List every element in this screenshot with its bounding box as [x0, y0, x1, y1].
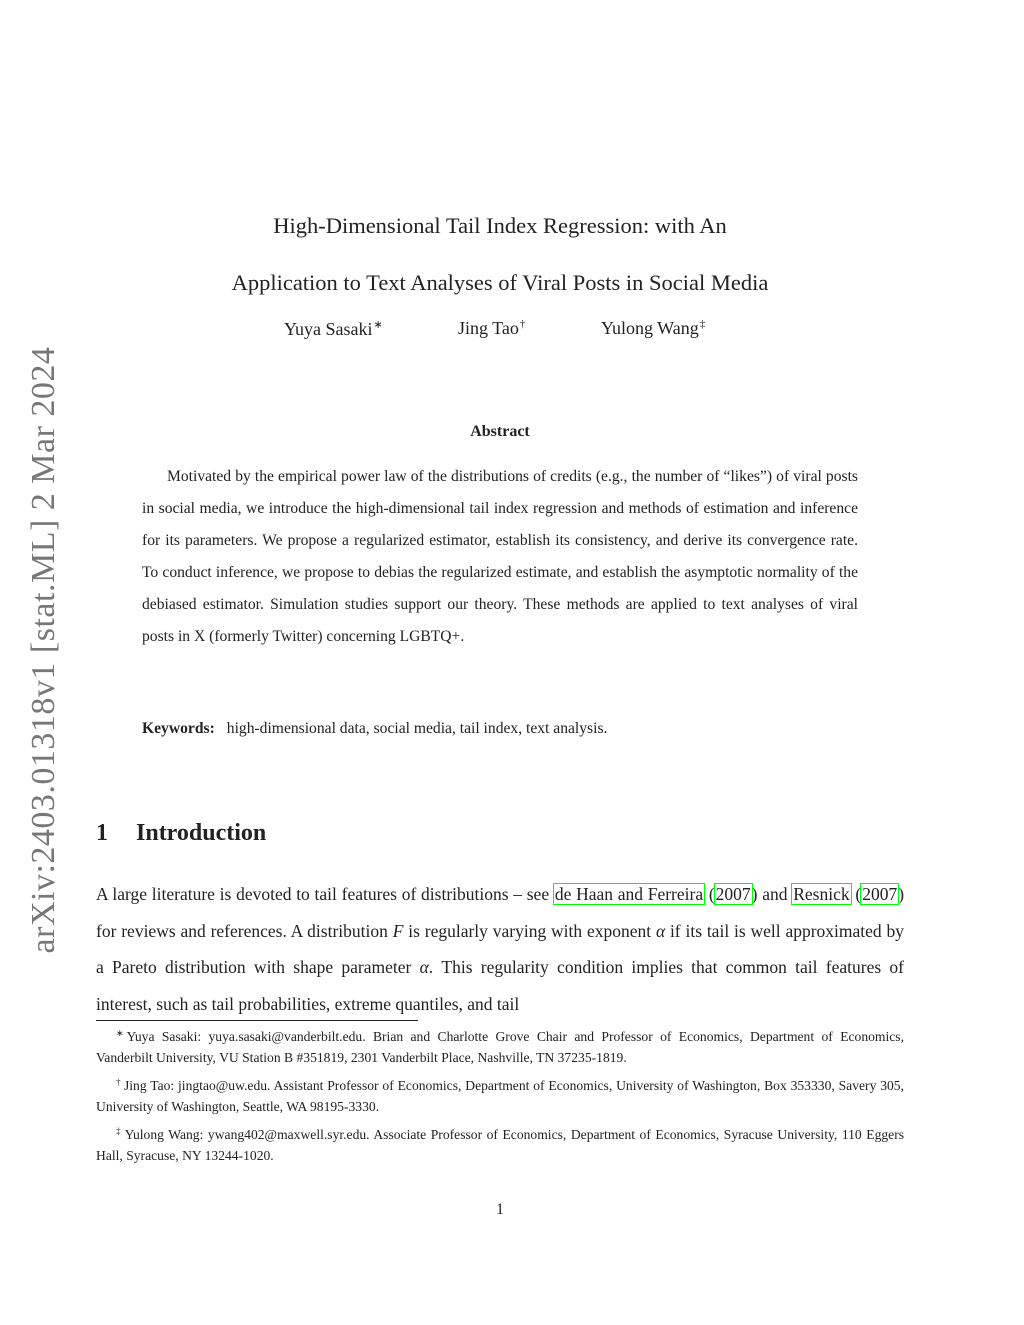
footnote-1-text: Yuya Sasaki: yuya.sasaki@vanderbilt.edu. Brian and Charlotte Grove Chair and Professor of Economics, Department of Economics, Vanderbilt University, VU Station B #351819, 2301 Vanderbilt Place, Nashville, TN 37235-1819.: [96, 1029, 904, 1065]
author-2-name: Jing Tao: [458, 318, 519, 338]
author-1: [284, 318, 383, 340]
keywords-line: [142, 720, 607, 738]
author-3-footnote-mark[interactable]: ‡: [699, 318, 706, 330]
intro-text-5: if its tail is well approximated by a Pareto distribution with shape parameter: [96, 920, 904, 977]
citation-link-de-haan-ferreira[interactable]: de Haan and Ferreira: [554, 884, 704, 904]
author-3: [601, 318, 705, 339]
math-variable-alpha-2: α: [419, 957, 429, 977]
keywords-label: Keywords:: [142, 720, 215, 737]
footnote-2: [96, 1072, 904, 1117]
footnote-divider: [96, 1020, 418, 1021]
citation-year-link-de-haan-ferreira[interactable]: 2007: [715, 884, 751, 904]
paper-title: [150, 197, 850, 311]
abstract-heading: Abstract: [470, 423, 530, 440]
math-variable-f: F: [392, 920, 404, 941]
arxiv-identifier-stamp: arXiv:2403.01318v1 [stat.ML] 2 Mar 2024: [25, 346, 62, 954]
introduction-paragraph: A large literature is devoted to tail features of distributions – see de Haan and Ferreira (2007) and Resnick (2007) for reviews and references. A distribution F is regularly varying with exponent α if its tail is well approximated by a Pareto distribution with shape parameter α. This regularity condition implies that common tail features of interest, such as tail probabilities, extreme quantiles, and tail: [96, 884, 905, 1014]
section-heading: [96, 820, 266, 847]
footnote-3-mark: ‡: [116, 1126, 122, 1136]
citation-link-resnick[interactable]: Resnick: [793, 884, 850, 904]
paper-title-line-1: High-Dimensional Tail Index Regression: with An: [273, 213, 727, 238]
intro-text-1: A large literature is devoted to tail features of distributions – see: [96, 884, 554, 904]
page-number: 1: [496, 1201, 504, 1218]
section-number: 1: [96, 820, 108, 846]
section-title: Introduction: [136, 820, 267, 846]
intro-text-6: . This regularity condition implies that common tail features of interest, such as tail probabilities, extreme quantiles, and tail: [96, 957, 904, 1014]
author-2: [458, 318, 525, 339]
intro-text-2: and: [757, 884, 793, 904]
footnote-1: [96, 1023, 904, 1068]
abstract-text: Motivated by the empirical power law of the distributions of credits (e.g., the number of “likes”) of viral posts in social media, we introduce the high-dimensional tail index regression and methods of estimation and inference for its parameters. We propose a regularized estimator, establish its consistency, and derive its convergence rate. To conduct inference, we propose to debias the regularized estimate, and establish the asymptotic normality of the debiased estimator. Simulation studies support our theory. These methods are applied to text analyses of viral posts in X (formerly Twitter) concerning LGBTQ+.: [142, 468, 858, 645]
author-1-name: Yuya Sasaki: [284, 319, 373, 339]
footnote-2-text: Jing Tao: jingtao@uw.edu. Assistant Professor of Economics, Department of Economics, University of Washington, Box 353330, Savery 305, University of Washington, Seattle, WA 98195-3330.: [96, 1078, 904, 1114]
author-2-footnote-mark[interactable]: †: [519, 318, 526, 330]
footnote-3-text: Yulong Wang: ywang402@maxwell.syr.edu. Associate Professor of Economics, Department of Economics, Syracuse University, 110 Eggers Hall, Syracuse, NY 13244-1020.: [96, 1127, 905, 1163]
keywords-text: high-dimensional data, social media, tail index, text analysis.: [226, 720, 608, 737]
author-3-name: Yulong Wang: [601, 318, 699, 338]
citation-year-link-resnick[interactable]: 2007: [862, 884, 898, 904]
footnote-2-mark: †: [116, 1077, 121, 1087]
paper-title-line-2: Application to Text Analyses of Viral Posts in Social Media: [231, 270, 769, 295]
footnote-1-mark: ∗: [116, 1028, 124, 1038]
footnote-3: [96, 1121, 904, 1166]
author-1-footnote-mark[interactable]: ∗: [373, 319, 383, 331]
intro-text-3: for reviews and references. A distribution: [96, 920, 393, 941]
intro-text-4: is regularly varying with exponent: [403, 920, 656, 941]
math-variable-alpha: α: [655, 920, 666, 941]
